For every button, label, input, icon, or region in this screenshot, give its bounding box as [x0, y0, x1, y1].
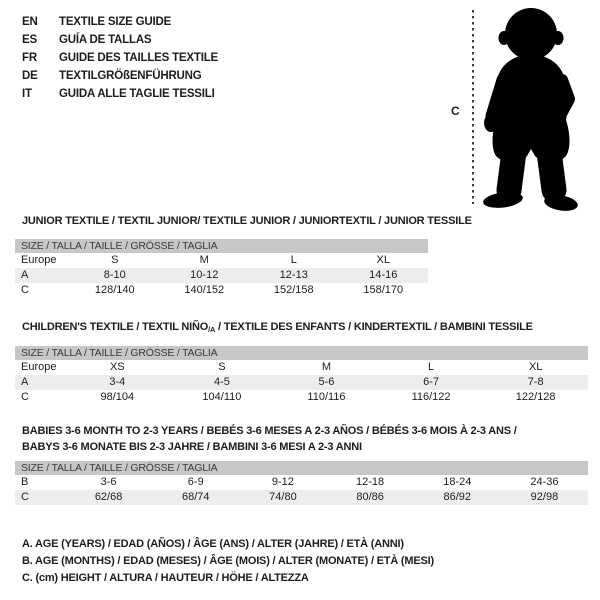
table-row [15, 375, 588, 390]
row-label: A [21, 269, 29, 281]
language-row [22, 31, 218, 49]
size-header-bar: SIZE / TALLA / TAILLE / GRÖSSE / TAGLIA [15, 346, 588, 360]
language-title: GUIDE DES TAILLES TEXTILE [59, 52, 218, 64]
age-cell: 14-16 [369, 269, 398, 281]
row-label: C [21, 491, 29, 503]
language-title: TEXTILGRÖßENFÜHRUNG [59, 70, 202, 82]
language-code: FR [22, 52, 37, 64]
row-label: B [21, 476, 29, 488]
size-cell: XS [109, 361, 125, 373]
language-code: EN [22, 16, 38, 28]
height-cell: 104/110 [202, 391, 242, 403]
height-cell: 62/68 [94, 491, 123, 503]
language-row [22, 85, 218, 103]
table-row [15, 360, 588, 375]
children-title-post: / TEXTILE DES ENFANTS / KINDERTEXTIL / BAMBINI TESSILE [215, 321, 533, 333]
age-cell: 10-12 [190, 269, 219, 281]
language-code: ES [22, 34, 37, 46]
size-cell: L [290, 254, 297, 266]
age-cell: 3-6 [100, 476, 117, 488]
row-label: A [21, 376, 29, 388]
size-cell: S [111, 254, 119, 266]
age-cell: 5-6 [318, 376, 335, 388]
footnote-a: A. AGE (YEARS) / EDAD (AÑOS) / ÂGE (ANS) / ALTER (JAHRE) / ETÀ (ANNI) [22, 538, 404, 550]
age-cell: 3-4 [109, 376, 126, 388]
size-cell: XL [376, 254, 390, 266]
babies-title-line2: BABYS 3-6 MONATE BIS 2-3 JAHRE / BAMBINI 3-6 MESI A 2-3 ANNI [22, 441, 362, 453]
age-cell: 24-36 [530, 476, 559, 488]
size-cell: L [428, 361, 435, 373]
toddler-silhouette-graphic [445, 4, 595, 216]
age-cell: 8-10 [103, 269, 126, 281]
table-row [15, 475, 588, 490]
age-cell: 9-12 [271, 476, 294, 488]
size-cell: M [321, 361, 332, 373]
language-title-list [22, 13, 218, 103]
height-cell: 122/128 [515, 391, 556, 403]
language-code: IT [22, 88, 32, 100]
children-title-subscript: /A [208, 325, 216, 334]
size-cell: XL [528, 361, 543, 373]
age-cell: 18-24 [443, 476, 472, 488]
row-label: C [21, 284, 29, 296]
children-title-pre: CHILDREN'S TEXTILE / TEXTIL NIÑO [22, 321, 209, 333]
height-cell: 86/92 [443, 491, 472, 503]
age-cell: 6-9 [187, 476, 204, 488]
size-cell: M [199, 254, 209, 266]
height-cell: 152/158 [273, 284, 314, 296]
height-cell: 140/152 [184, 284, 225, 296]
height-cell: 110/116 [307, 391, 346, 403]
children-table-title [22, 321, 533, 334]
height-figure [445, 4, 595, 216]
age-cell: 12-18 [356, 476, 385, 488]
table-row [15, 283, 428, 298]
table-row [15, 390, 588, 405]
language-title: GUIDA ALLE TAGLIE TESSILI [59, 88, 215, 100]
height-measure-label: C [451, 104, 460, 118]
toddler-silhouette [482, 8, 579, 213]
junior-table-title: JUNIOR TEXTILE / TEXTIL JUNIOR/ TEXTILE JUNIOR / JUNIORTEXTIL / JUNIOR TESSILE [22, 215, 472, 227]
legend-footnotes [22, 536, 434, 587]
children-size-table [15, 346, 588, 405]
size-header-bar: SIZE / TALLA / TAILLE / GRÖSSE / TAGLIA [15, 239, 428, 253]
height-cell: 92/98 [530, 491, 559, 503]
height-cell: 98/104 [100, 391, 135, 403]
language-title: TEXTILE SIZE GUIDE [59, 16, 172, 28]
row-label: Europe [21, 361, 57, 373]
row-label: C [21, 391, 29, 403]
size-header-bar: SIZE / TALLA / TAILLE / GRÖSSE / TAGLIA [15, 461, 588, 475]
babies-size-table [15, 461, 588, 505]
footnote-c: C. (cm) HEIGHT / ALTURA / HAUTEUR / HÖHE / ALTEZZA [22, 572, 309, 584]
table-row [15, 253, 428, 268]
language-code: DE [22, 70, 38, 82]
language-row [22, 49, 218, 67]
height-cell: 128/140 [94, 284, 135, 296]
height-cell: 68/74 [181, 491, 210, 503]
language-row [22, 67, 218, 85]
age-cell: 12-13 [279, 269, 308, 281]
footnote-b: B. AGE (MONTHS) / EDAD (MESES) / ÂGE (MOIS) / ALTER (MONATE) / ETÀ (MESI) [22, 555, 434, 567]
row-label: Europe [21, 254, 57, 266]
table-row [15, 268, 428, 283]
language-title: GUÍA DE TALLAS [59, 34, 152, 46]
age-cell: 7-8 [527, 376, 544, 388]
height-cell: 158/170 [363, 284, 404, 296]
height-cell: 80/86 [356, 491, 384, 503]
height-cell: 74/80 [269, 491, 297, 503]
babies-table-title [22, 423, 517, 455]
age-cell: 4-5 [213, 376, 230, 388]
table-row [15, 490, 588, 505]
size-cell: S [218, 361, 226, 373]
language-row [22, 13, 218, 31]
babies-title-line1: BABIES 3-6 MONTH TO 2-3 YEARS / BEBÉS 3-6 MESES A 2-3 AÑOS / BÉBÉS 3-6 MOIS À 2-3 ANS / [22, 425, 517, 437]
height-cell: 116/122 [411, 391, 451, 403]
age-cell: 6-7 [423, 376, 440, 388]
junior-size-table [15, 239, 428, 298]
